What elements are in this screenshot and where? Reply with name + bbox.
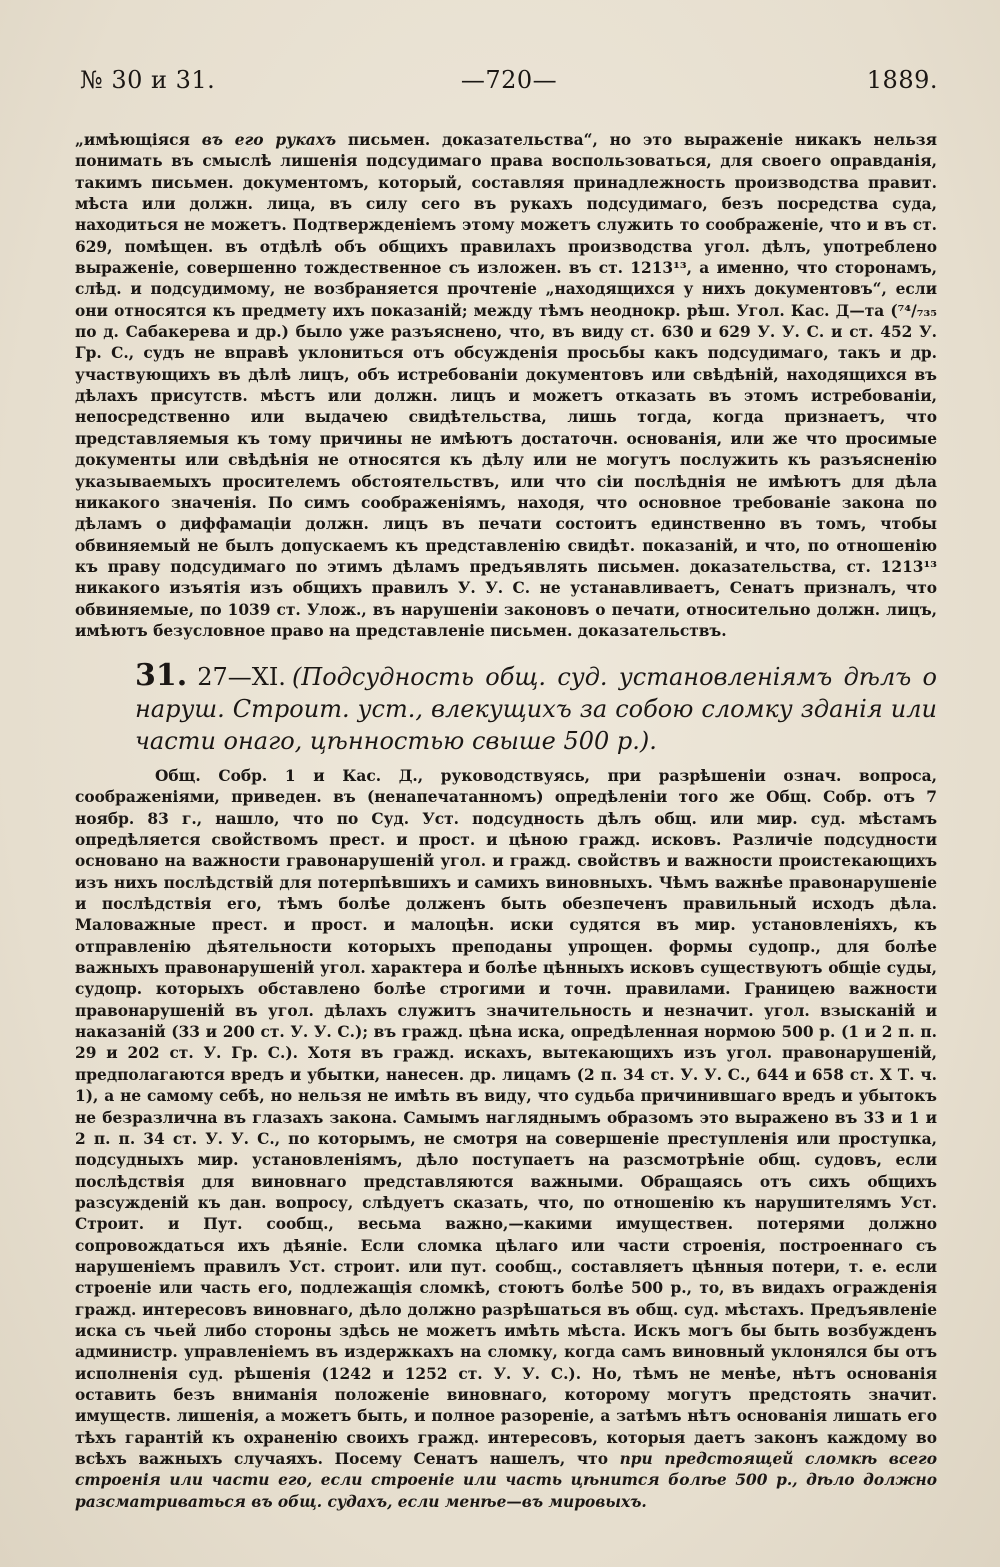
page-number: —720— [460,66,558,94]
quote-italic: въ его рукахъ [201,131,337,149]
decision-paragraph [75,766,937,1513]
section-heading [135,660,937,757]
continued-paragraph [75,130,937,642]
paragraph-2-text: Общ. Собр. 1 и Кас. Д., руководствуясь, при разрѣшеніи означ. вопроса, соображеніями, приведен. въ (ненапечатанномъ) опредѣленіи того же Общ. Собр. отъ 7 ноябр. 83 г., нашло, что по Суд. Уст. подсудность дѣлъ общ. или мир. суд. мѣстамъ опредѣляется свойствомъ прест. и прост. и цѣною гражд. исковъ. Различіе подсудности основано на важности гравонарушеній угол. и гражд. свойствъ и важности проистекающихъ изъ нихъ послѣдствій для потерпѣвшихъ и самихъ виновныхъ. Чѣмъ важнѣе правонарушеніе и послѣдствія его, тѣмъ болѣе долженъ быть обезпеченъ правильный исходъ дѣла. Маловажные прест. и прост. и малоцѣн. иски судятся въ мир. установленіяхъ, къ отправленію дѣятельности которыхъ преподаны упрощен. формы судопр., для болѣе важныхъ правонарушеній угол. характера и болѣе цѣнныхъ исковъ существуютъ общіе суды, судопр. которыхъ обставлено болѣе строгими и точн. правилами. Границею важности правонарушеній въ угол. дѣлахъ служитъ значительность и незначит. угол. взысканій и наказаній (33 и 200 ст. У. У. С.); въ гражд. цѣна иска, опредѣленная нормою 500 р. (1 и 2 п. п. 29 и 202 ст. У. Гр. С.). Хотя въ гражд. искахъ, вытекающихъ изъ угол. правонарушеній, предполагаются вредъ и убытки, нанесен. др. лицамъ (2 п. 34 ст. У. У. С., 644 и 658 ст. X Т. ч. 1), а не самому себѣ, но нельзя не имѣть въ виду, что судьба причинившаго вредъ и убытокъ не безразлична въ глазахъ закона. Самымъ нагляднымъ образомъ это выражено въ 33 и 1 и 2 п. п. 34 ст. У. У. С., по которымъ, не смотря на совершеніе преступленія или проступка, подсудныхъ мир. установленіямъ, дѣло поступаетъ на разсмотрѣніе общ. судовъ, если послѣдствія для виновнаго представляются важными. Обращаясь отъ сихъ общихъ разсужденій къ дан. вопросу, слѣдуетъ сказать, что, по отношенію къ нарушителямъ Уст. Строит. и Пут. сообщ., весьма важно,—какими имуществен. потерями должно сопровождаться ихъ дѣяніе. Если сломка цѣлаго или части строенія, построеннаго съ нарушеніемъ правилъ Уст. строит. или пут. сообщ., составляетъ цѣнныя потери, т. е. если строеніе или часть его, подлежащія сломкѣ, стоютъ болѣе 500 р., то, въ видахъ огражденія гражд. интересовъ виновнаго, дѣло должно разрѣшаться въ общ. суд. мѣстахъ. Предъявленіе иска съ чьей либо стороны здѣсь не можетъ имѣть мѣста. Искъ могъ бы быть возбужденъ администр. управленіемъ въ издержкахъ на сломку, когда самъ виновный уклонялся бы отъ исполненія суд. рѣшенія (1242 и 1252 ст. У. У. С.). Но, тѣмъ не менѣе, нѣтъ основанія оставить безъ вниманія положеніе виновнаго, которому могутъ предстоять значит. имуществ. лишенія, а можетъ быть, и полное разореніе, а затѣмъ нѣтъ основанія лишать его тѣхъ гарантій къ охраненію своихъ гражд. интересовъ, которыя даетъ законъ каждому во всѣхъ важныхъ случаяхъ. Посему Сенатъ нашелъ, что [75,767,937,1468]
section-title: (Подсудность общ. суд. установленіямъ дѣлъ о наруш. Строит. уст., влекущихъ за собою сломку зданія или части онаго, цѣнностью свыше 500 р.). [135,663,937,755]
paragraph-1 [75,130,937,642]
issue-number: № 30 и 31. [80,66,216,94]
section-number: 31. [135,658,188,693]
quote-start: „имѣющіяся [75,131,202,149]
paragraph-2 [75,766,937,1513]
page-header [80,66,938,106]
year: 1889. [866,66,938,94]
paragraph-1-text: письмен. доказательства“, но это выраженіе никакъ нельзя понимать въ смыслѣ лишенія подсудимаго права воспользоваться, для своего оправданія, такимъ письмен. документомъ, который, составляя принадлежность производства правит. мѣста или должн. лица, въ силу сего въ рукахъ подсудимаго, безъ посредства суда, находиться не можетъ. Подтвержденіемъ этому можетъ служить то соображеніе, что и въ ст. 629, помѣщен. въ отдѣлѣ объ общихъ правилахъ производства угол. дѣлъ, употреблено выраженіе, совершенно тождественное съ изложен. въ ст. 1213¹³, а именно, что сторонамъ, слѣд. и подсудимому, не возбраняется прочтеніе „находящихся у нихъ документовъ“, если они относятся къ предмету ихъ показаній; между тѣмъ неоднокр. рѣш. Угол. Кас. Д—та (⁷⁴/₇₃₅ по д. Сабакерева и др.) было уже разъяснено, что, въ виду ст. 630 и 629 У. У. С. и ст. 452 У. Гр. С., судъ не вправѣ уклониться отъ обсужденія просьбы какъ подсудимаго, такъ и др. участвующихъ въ дѣлѣ лицъ, объ истребованіи документовъ или свѣдѣній, находящихся въ дѣлахъ присутств. мѣстъ или должн. лицъ и можетъ отказать въ этомъ истребованіи, непосредственно или выдачею свидѣтельства, лишь тогда, когда признаетъ, что представляемыя къ тому причины не имѣютъ достаточн. основанія, или же что просимые документы или свѣдѣнія не относятся къ дѣлу или не могутъ послужить къ разъясненію указываемыхъ просителемъ обстоятельствъ, или что сіи послѣднія не имѣютъ для дѣла никакого значенія. По симъ соображеніямъ, находя, что основное требованіе закона по дѣламъ о диффамаціи должн. лицъ въ печати состоитъ единственно въ томъ, чтобы обвиняемый не былъ допускаемъ къ представленію свидѣт. показаній, и что, по отношенію къ праву подсудимаго по этимъ дѣламъ предъявлять письмен. доказательства, ст. 1213¹³ никакого изъятія изъ общихъ правилъ У. У. С. не устанавливаетъ, Сенатъ призналъ, что обвиняемые, по 1039 ст. Улож., въ нарушеніи законовъ о печати, относительно должн. лицъ, имѣютъ безусловное право на представленіе письмен. доказательствъ. [75,131,937,640]
section-date: 27—XI. [197,663,286,691]
conclusion-italic: при предстоящей сломкѣ всего строенія или части его, если строеніе или часть цѣнится болѣе 500 р., дѣло должно разсматриваться въ общ. судахъ, если менѣе—въ мировыхъ. [75,1450,937,1511]
